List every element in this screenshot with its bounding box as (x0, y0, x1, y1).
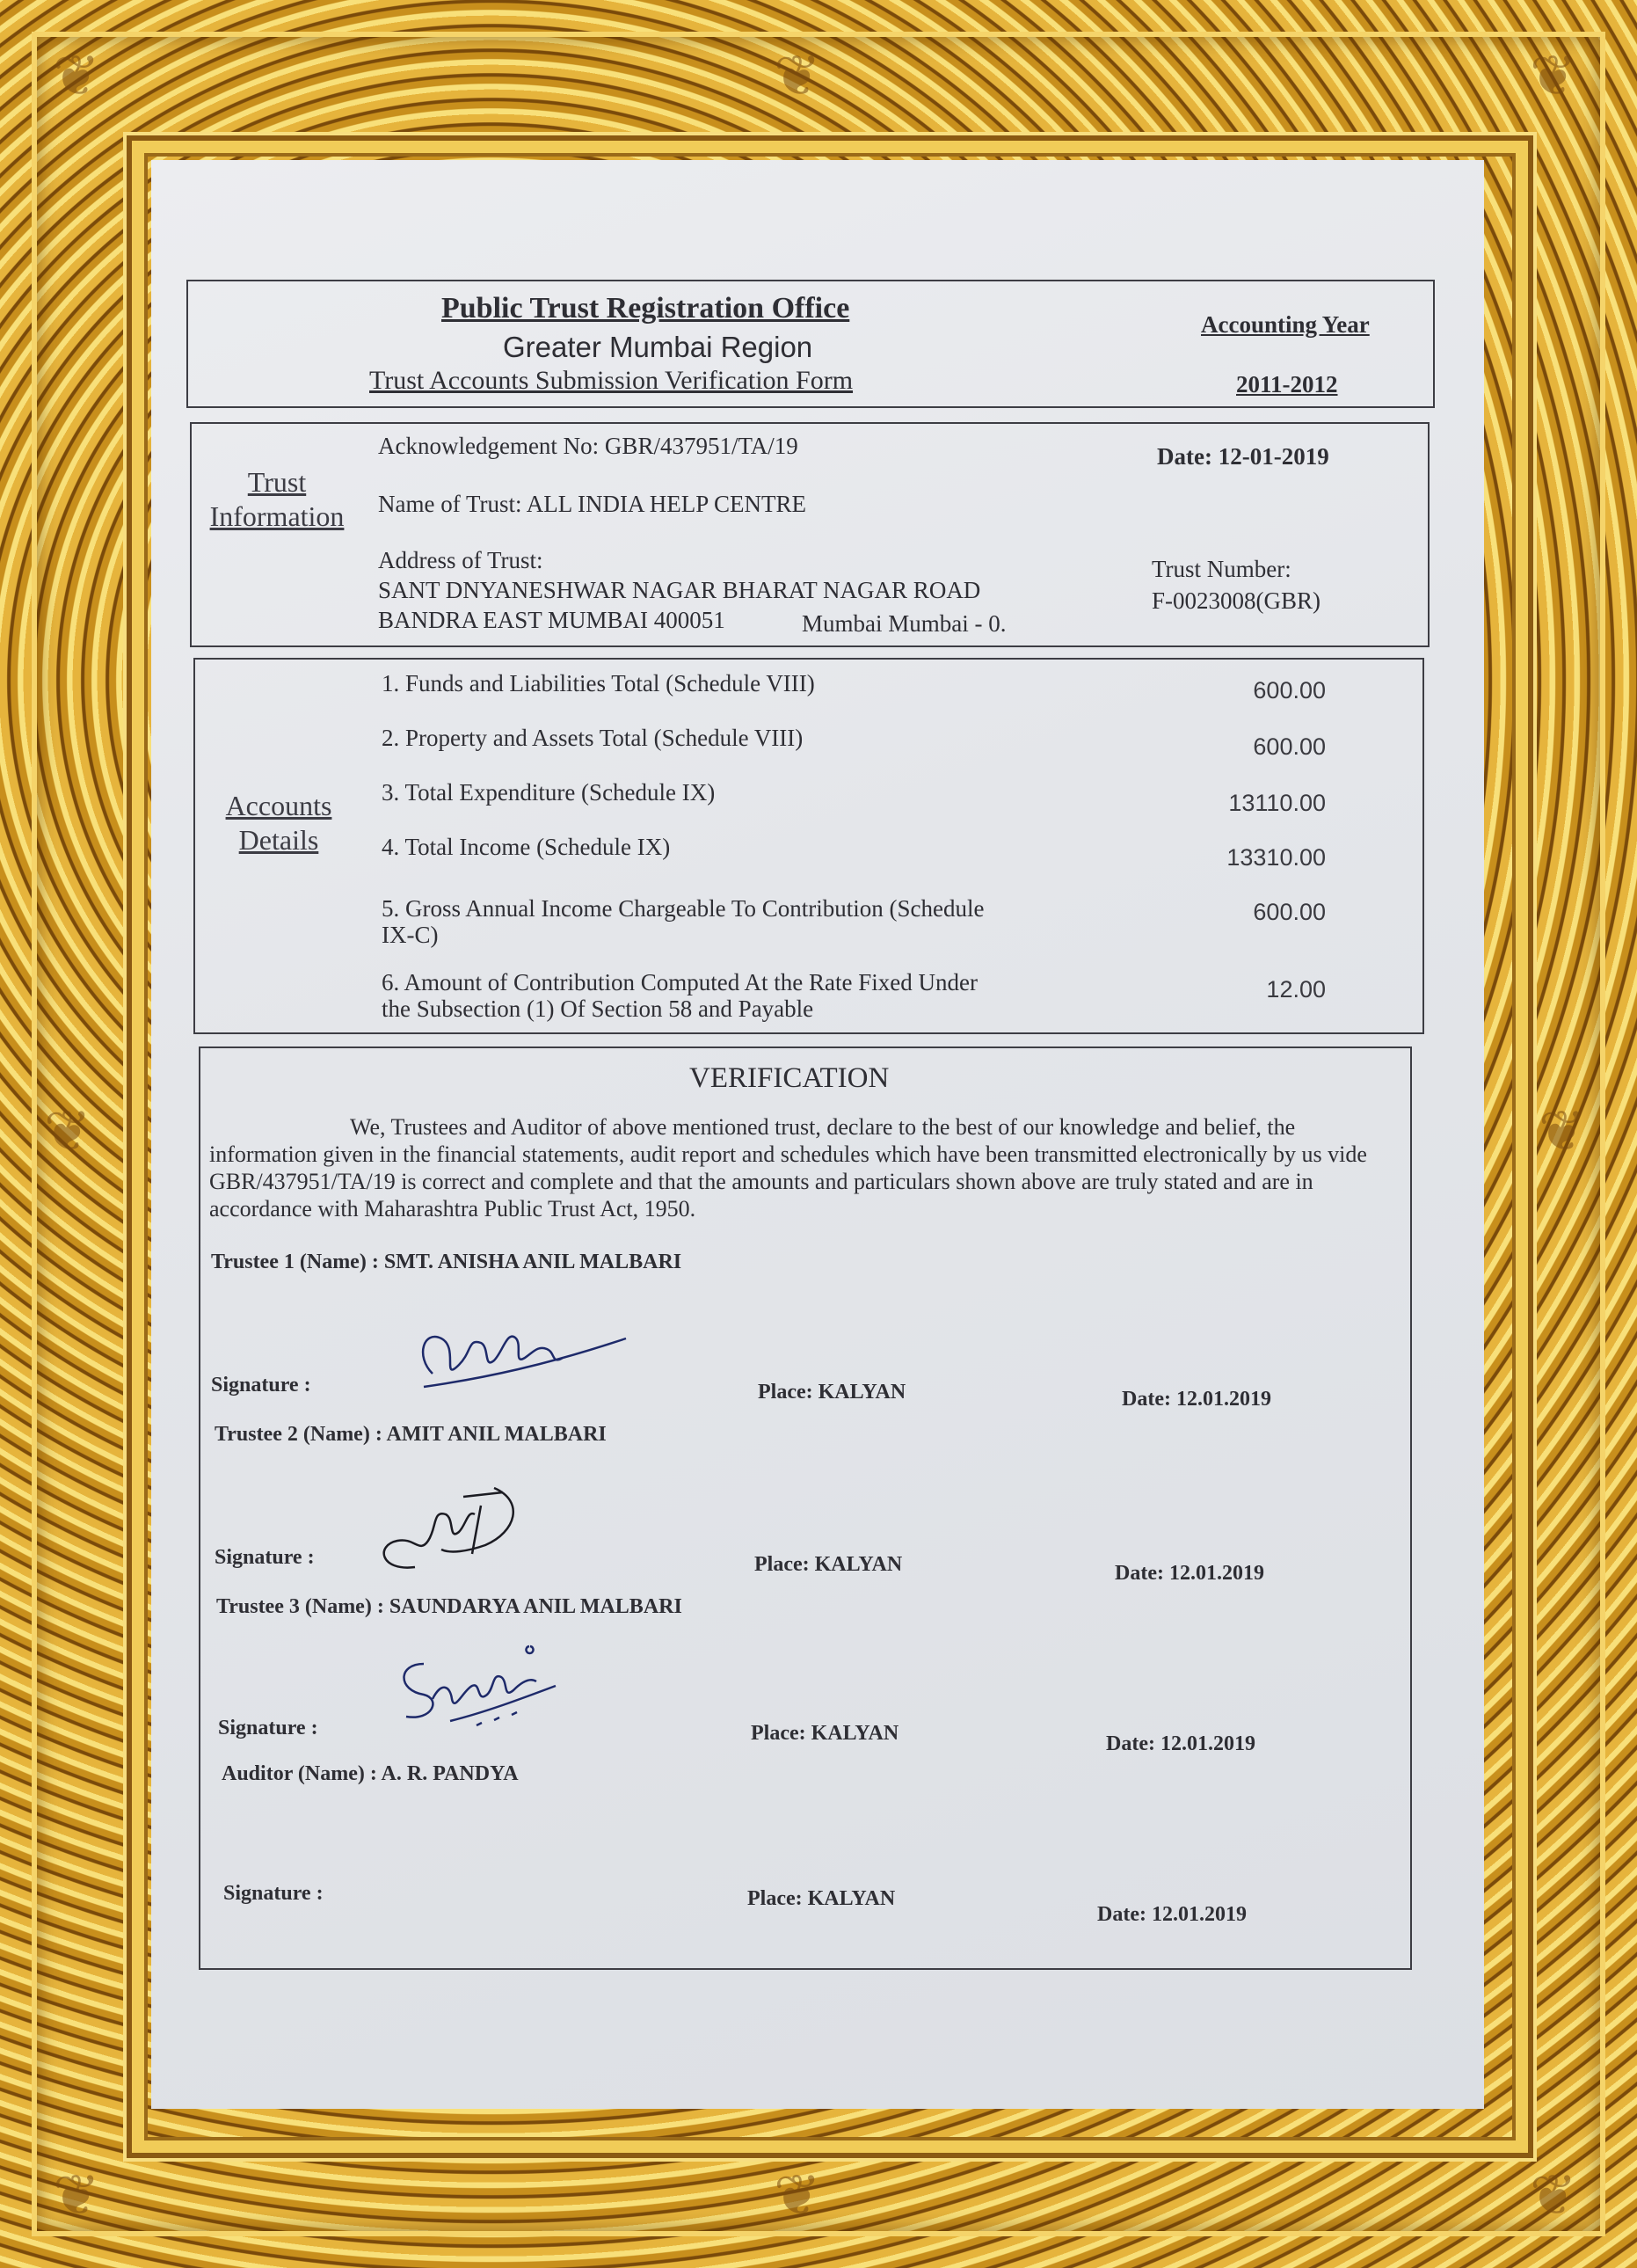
trust-name: Name of Trust: ALL INDIA HELP CENTRE (378, 491, 806, 517)
account-item-5-label-line1: 5. Gross Annual Income Chargeable To Contribution (Schedule (382, 895, 985, 922)
form-title: Trust Accounts Submission Verification Form (369, 366, 854, 395)
address-line-1: SANT DNYANESHWAR NAGAR BHARAT NAGAR ROAD (378, 577, 981, 603)
verification-title: VERIFICATION (689, 1062, 890, 1094)
account-item-3-label: 3. Total Expenditure (Schedule IX) (382, 779, 716, 806)
trustee-2-signature-label: Signature : (215, 1546, 315, 1569)
auditor-signature-label: Signature : (223, 1882, 324, 1905)
verification-paragraph: We, Trustees and Auditor of above mentioned trust, declare to the best of our knowledge and belief, the information given in the financial statements, audit report and schedules which have been transmitted electronically by us vide GBR/437951/TA/19 is correct and complete and that the amounts and particulars shown above are truly stated and are in accordance with Maharashtra Public Trust Act, 1950. (209, 1114, 1367, 1222)
region-subtitle: Greater Mumbai Region (503, 331, 813, 363)
certificate-paper (151, 160, 1484, 2109)
auditor-place: Place: KALYAN (747, 1887, 896, 1910)
trustee-3-handwritten-signature (389, 1637, 564, 1734)
scroll-ornament-icon: ❦ (53, 2163, 100, 2228)
trustee-1-date: Date: 12.01.2019 (1122, 1388, 1271, 1411)
trustee-2-place: Place: KALYAN (754, 1553, 903, 1576)
account-item-4-value: 13310.00 (1226, 844, 1326, 871)
trust-info-label-line2: Information (209, 500, 345, 532)
trustee-3-place: Place: KALYAN (751, 1722, 899, 1745)
address-city: Mumbai Mumbai - 0. (802, 610, 1007, 637)
account-item-1-value: 600.00 (1253, 677, 1326, 704)
trustee-1-place: Place: KALYAN (758, 1381, 906, 1404)
account-item-6-label-line2: the Subsection (1) Of Section 58 and Payable (382, 995, 814, 1022)
trustee-1-handwritten-signature (406, 1303, 635, 1400)
accounts-label-line1: Accounts (225, 790, 332, 821)
account-item-1-label: 1. Funds and Liabilities Total (Schedule VIII) (382, 670, 815, 696)
trustee-1-name: Trustee 1 (Name) : SMT. ANISHA ANIL MALBARI (211, 1251, 682, 1273)
scroll-ornament-icon: ❦ (774, 44, 821, 109)
trustee-2-handwritten-signature (362, 1470, 538, 1585)
scroll-ornament-icon: ❦ (1530, 44, 1577, 109)
scroll-ornament-icon: ❦ (1539, 1099, 1586, 1164)
account-item-3-value: 13110.00 (1228, 790, 1326, 816)
auditor-date: Date: 12.01.2019 (1097, 1903, 1247, 1926)
account-item-6-label-line1: 6. Amount of Contribution Computed At the Rate Fixed Under (382, 969, 978, 995)
trustee-2-date: Date: 12.01.2019 (1115, 1562, 1264, 1585)
scroll-ornament-icon: ❦ (44, 1099, 91, 1164)
scroll-ornament-icon: ❦ (774, 2163, 821, 2228)
scroll-ornament-icon: ❦ (53, 44, 100, 109)
auditor-name: Auditor (Name) : A. R. PANDYA (222, 1762, 519, 1785)
trust-info-label-line1: Trust (247, 466, 307, 498)
accounting-year: 2011-2012 (1236, 371, 1338, 397)
trustee-3-signature-label: Signature : (218, 1717, 318, 1739)
trust-number-label: Trust Number: (1152, 556, 1291, 582)
ack-date: Date: 12-01-2019 (1157, 443, 1329, 470)
accounting-year-label: Accounting Year (1201, 311, 1370, 338)
account-item-6-value: 12.00 (1266, 976, 1326, 1003)
trust-number: F-0023008(GBR) (1152, 587, 1321, 614)
acknowledgement-number: Acknowledgement No: GBR/437951/TA/19 (378, 433, 798, 459)
trustee-2-name: Trustee 2 (Name) : AMIT ANIL MALBARI (215, 1423, 607, 1446)
trustee-3-name: Trustee 3 (Name) : SAUNDARYA ANIL MALBARI (216, 1595, 682, 1618)
account-item-5-value: 600.00 (1253, 899, 1326, 925)
accounts-label-line2: Details (238, 824, 319, 856)
scroll-ornament-icon: ❦ (1530, 2163, 1577, 2228)
address-label: Address of Trust: (378, 547, 543, 573)
address-line-2: BANDRA EAST MUMBAI 400051 (378, 607, 725, 633)
trust-info-label (195, 466, 359, 533)
trustee-1-signature-label: Signature : (211, 1374, 311, 1397)
account-item-2-value: 600.00 (1253, 733, 1326, 760)
accounts-details-label (204, 790, 353, 857)
account-item-2-label: 2. Property and Assets Total (Schedule VIII) (382, 725, 804, 751)
trustee-3-date: Date: 12.01.2019 (1106, 1732, 1255, 1755)
account-item-4-label: 4. Total Income (Schedule IX) (382, 834, 671, 860)
account-item-5-label-line2: IX-C) (382, 922, 439, 948)
office-title: Public Trust Registration Office (441, 292, 850, 325)
